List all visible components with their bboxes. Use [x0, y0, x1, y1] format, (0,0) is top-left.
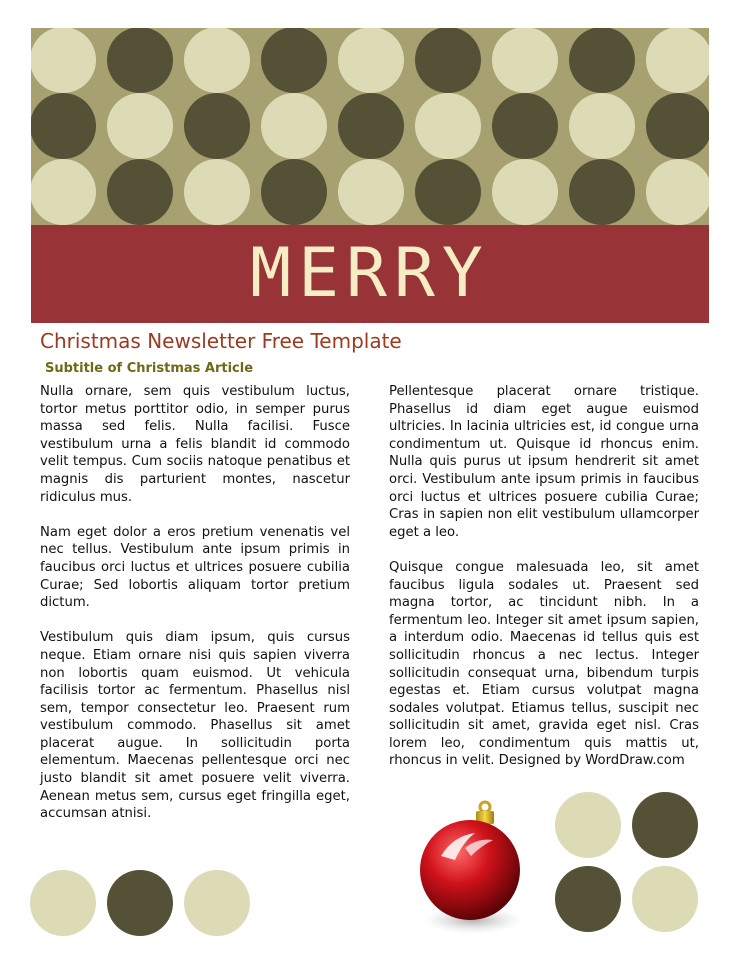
right-column: [389, 383, 699, 788]
decor-dot: [555, 792, 621, 858]
banner-dot: [107, 28, 173, 93]
decor-dot: [107, 870, 173, 936]
banner-dot: [492, 93, 558, 159]
left-paragraph-3: Vestibulum quis diam ipsum, quis cursus neque. Etiam ornare nisi quis sapien viverra non lobortis quam euismod. Ut vehicula facilisis tortor ac fermentum. Phasellus nisl sem, tempor consectetur leo. Praesent rum vestibulum commodo. Phasellus sit amet placerat augue. In sollicitudin porta elementum. Maecenas pellentesque orci nec justo blandit sit amet posuere velit viverra. Aenean metus sem, cursus eget fringilla eget, accumsan atnisi.: [40, 630, 350, 822]
decor-dot: [30, 870, 96, 936]
banner-dot: [646, 93, 709, 159]
banner-dot: [184, 159, 250, 225]
banner-dot: [646, 159, 709, 225]
banner-dot: [261, 28, 327, 93]
left-column: [40, 383, 350, 840]
merry-band: [31, 225, 709, 323]
banner-dot: [184, 28, 250, 93]
header-banner: [31, 28, 709, 225]
banner-dot: [31, 159, 96, 225]
right-paragraph-1: Pellentesque placerat ornare tristique. Phasellus id diam eget augue euismod ultricies. In lacinia ultricies est, id congue urna condimentum ut. Quisque id rhoncus enim. Nulla quis purus ut ipsum hendrerit sit amet orci. Vestibulum ante ipsum primis in faucibus orci luctus et ultrices posuere cubilia Curae; Cras in sapien non elit vestibulum ullamcorper eget a leo.: [389, 384, 699, 540]
decor-dot: [632, 792, 698, 858]
banner-dot: [492, 28, 558, 93]
banner-dot: [338, 93, 404, 159]
banner-dot: [338, 159, 404, 225]
right-paragraph-2: Quisque congue malesuada leo, sit amet faucibus ligula sodales ut. Praesent sed magna tortor, ac tincidunt nibh. In a fermentum leo. Integer sit amet ipsum sapien, a interdum odio. Maecenas id tellus quis est sollicitudin rhoncus a nec lectus. Integer sollicitudin consequat urna, bibendum turpis egestas et. Etiam cursus volutpat magna sodales volutpat. Etiamus tellus, suscipit nec sollicitudin sit amet, gravida eget nisl. Cras lorem leo, condimentum quis mattis ut, rhoncus in velit. Designed by WordDraw.com: [389, 559, 699, 769]
decor-dot: [184, 870, 250, 936]
banner-dot: [415, 93, 481, 159]
banner-dot: [646, 28, 709, 93]
banner-dot: [107, 93, 173, 159]
banner-dot: [261, 159, 327, 225]
banner-dot: [184, 93, 250, 159]
banner-dot: [492, 159, 558, 225]
decor-dot: [555, 866, 621, 932]
article-subtitle: Subtitle of Christmas Article: [45, 361, 254, 376]
banner-dot: [261, 93, 327, 159]
banner-dot: [415, 159, 481, 225]
banner-dot: [569, 28, 635, 93]
banner-dot: [569, 93, 635, 159]
banner-dot: [107, 159, 173, 225]
left-paragraph-1: Nulla ornare, sem quis vestibulum luctus, tortor metus porttitor odio, in semper purus massa sed felis. Nulla facilisi. Fusce vestibulum urna a felis blandit id commodo velit tempus. Cum sociis natoque penatibus et magnis dis parturient montes, nascetur ridiculus mus.: [40, 384, 350, 505]
decor-dot: [632, 866, 698, 932]
left-paragraph-2: Nam eget dolor a eros pretium venenatis vel nec tellus. Vestibulum ante ipsum primis in faucibus orci luctus et ultrices posuere cubilia Curae; Sed lobortis aliquam tortor pretium dictum.: [40, 524, 350, 611]
banner-dot: [569, 159, 635, 225]
christmas-ornament-icon: [405, 800, 535, 942]
merry-heading: MERRY: [250, 234, 490, 313]
banner-dot: [338, 28, 404, 93]
banner-dot: [415, 28, 481, 93]
banner-dot: [31, 28, 96, 93]
banner-dot: [31, 93, 96, 159]
newsletter-title: Christmas Newsletter Free Template: [40, 329, 402, 353]
